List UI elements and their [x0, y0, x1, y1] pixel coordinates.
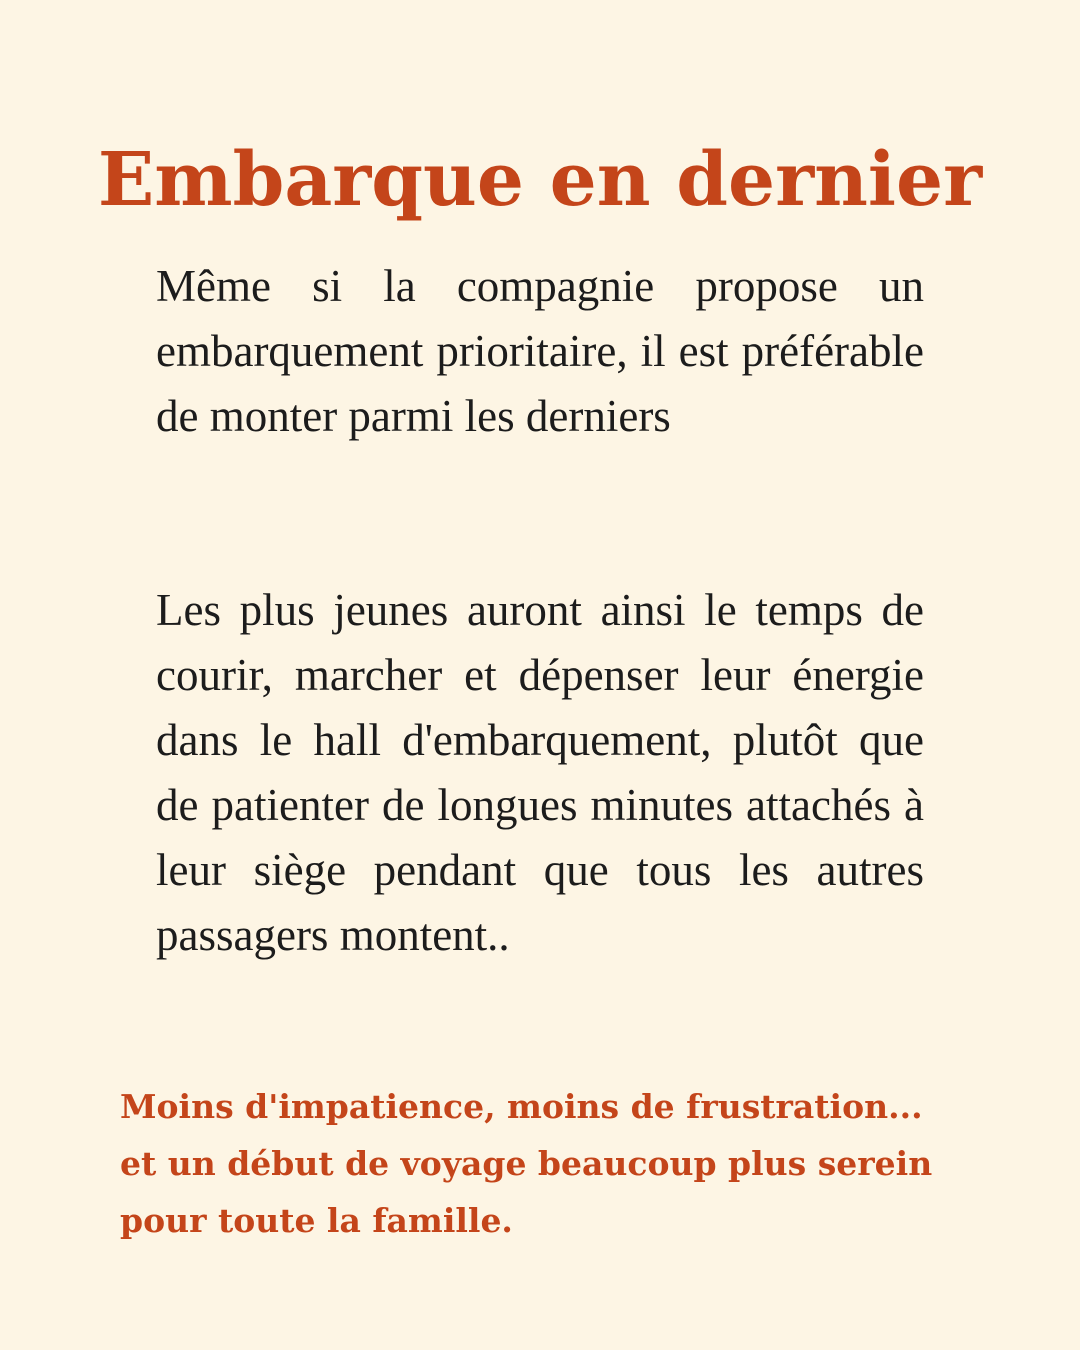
conclusion-line-2: et un début de voyage beaucoup plus serein	[120, 1144, 933, 1183]
paragraph-children-benefit: Les plus jeunes auront ainsi le temps de courir, marcher et dépenser leur énergie dans le hall d'embarquement, plutôt que de patienter de longues minutes attachés à leur siège pendant que tous les autres passagers montent..	[156, 585, 924, 960]
conclusion-line-1: Moins d'impatience, moins de frustration...	[120, 1087, 923, 1126]
conclusion-block	[120, 1078, 1020, 1249]
conclusion-line-3: pour toute la famille.	[120, 1201, 513, 1240]
paragraph-boarding-advice: Même si la compagnie propose un embarquement prioritaire, il est préférable de monter parmi les derniers	[156, 261, 924, 441]
page-title: Embarque en dernier	[97, 137, 983, 223]
